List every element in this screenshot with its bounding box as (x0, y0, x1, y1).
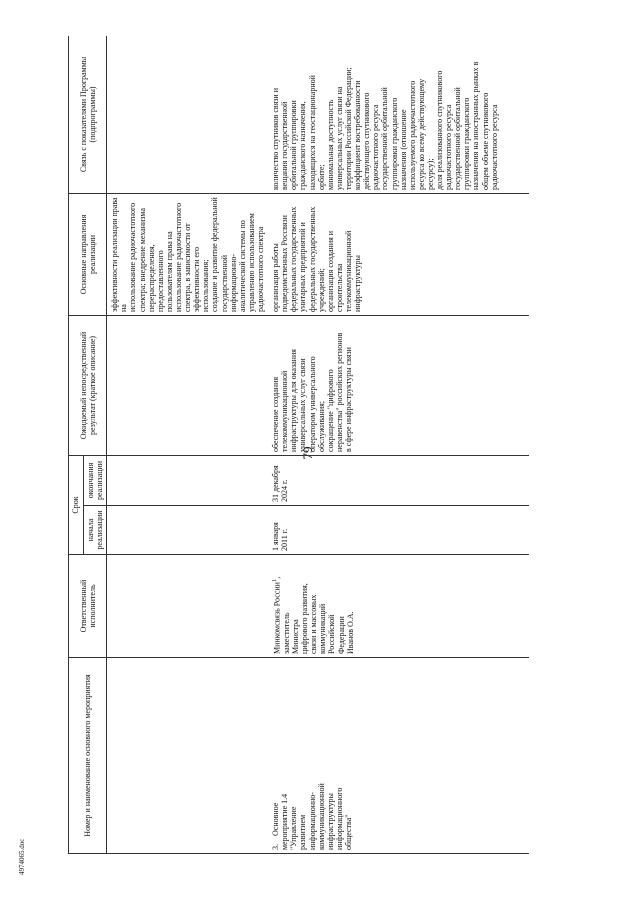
header-expected-result: Ожидаемый непосредственный результат (краткое описание) (69, 315, 107, 455)
continuation-directions: эффективности реализации права на использование радиочастотного спектра; внедрение механизма перераспределения, предоставленного пользователям права на использование радиочастотного спектра, в зависимости от эффективности его использования; создание и развитие федеральной государственной информационно- аналитической системы по управлению использованием радиочастотного спектра (107, 193, 268, 315)
table-row (268, 36, 529, 854)
header-directions: Основные направления реализации (69, 193, 107, 315)
executor-cell (268, 555, 529, 658)
measure-cell (268, 658, 529, 854)
executor-footnote-mark: 1 (271, 578, 279, 583)
rotated-table-container (68, 36, 591, 854)
header-start: начала реализации (84, 506, 107, 555)
header-term: Срок (69, 455, 84, 554)
header-executor: Ответственный исполнитель (69, 555, 107, 658)
expected-result: обеспечение создания телекоммуникационной инфраструктуры для оказания универсальных услуг связи оператором универсального обслуживания; сокращение "цифрового неравенства" российских регионов в сфере инфраструктуры связи (268, 315, 529, 455)
header-number-name: Номер и наименование основного мероприятия (69, 658, 107, 854)
executor-head: Минкомсвязь России (272, 582, 282, 654)
page-number: 79 (300, 446, 315, 460)
indicator-links: количество спутников связи и вещания государственной орбитальной группировки гражданского назначения, находящихся на геостационарной орбите; минимальная доступность универсальных услуг связи на территории Российской Федерации; коэффициент востребованности действующего спутникового радиочастотного ресурса государственной орбитальной группировки гражданского назначения (отношение используемого радиочастотного ресурса ко всему действующему ресурсу); доля реализованного спутникового радиочастотного ресурса государственной орбитальной группировки гражданского назначения на иностранных рынках в общем объеме спутникового радиочастотного ресурса (268, 36, 529, 193)
measure-name: Основное мероприятие 1.4 "Управление развитием информационно- коммуникационной инфраструктуры информационного общества" (271, 783, 353, 850)
row-number: 3. (271, 844, 281, 850)
measures-table (68, 36, 529, 854)
continuation-row (107, 36, 268, 854)
header-end: окончания реализации (84, 455, 107, 505)
executor-tail: , заместитель Министра цифрового развития, связи и массовых коммуникаций Российской Федерации Иванов О.А. (272, 576, 355, 654)
header-row-1 (69, 36, 84, 854)
end-date: 31 декабря 2024 г. (268, 455, 529, 505)
table-frame (68, 36, 591, 854)
directions: организация работы подведомственных Россвязи федеральных государственных унитарных предприятий и федеральных государственных учреждений; организация создания и строительства телекоммуникационной инфраструктуры (268, 193, 529, 315)
file-name: 4974065.doc (18, 838, 26, 875)
start-date: 1 января 2011 г. (268, 506, 529, 555)
header-indicator-links: Связь с показателями Программы (подпрограммы) (69, 36, 107, 193)
